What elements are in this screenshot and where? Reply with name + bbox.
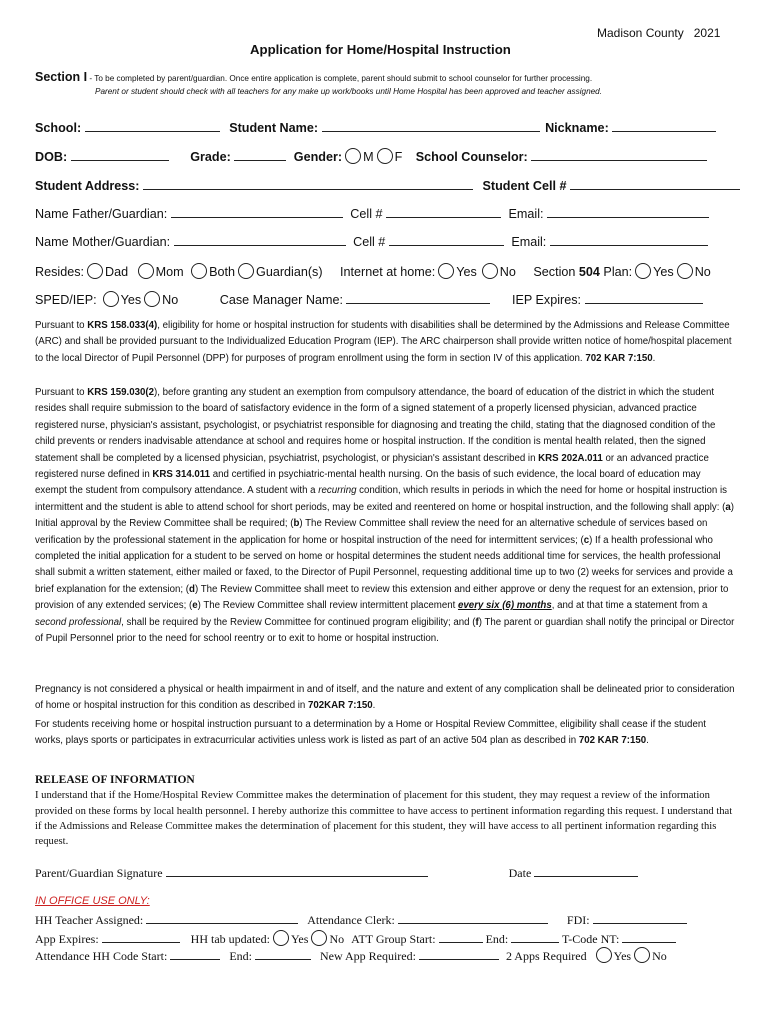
dob-field[interactable] [71,148,169,161]
hh-teacher-field[interactable] [146,912,298,924]
att-code-label: Attendance HH Code Start: [35,949,168,963]
att-code-end-field[interactable] [255,948,311,960]
father-email-field[interactable] [547,205,709,218]
att-code-start-field[interactable] [170,948,220,960]
gender-m-label: M [363,150,374,164]
attendance-clerk-field[interactable] [398,912,548,924]
paragraph-eligibility: For students receiving home or hospital instruction pursuant to a determination by a Home or Hospital Review Committee, eligibility shall cease if the student works, plays sports or participates in extracurricular activities unless work is listed as part of an active 504 plan as described in 702 KAR 7:150. [35,719,706,747]
att-group-label: ATT Group Start: [351,932,436,946]
kar-702-2: 702KAR 7:150 [308,700,373,712]
county-name: Madison County [597,26,684,40]
hh-tab-yes-radio[interactable] [273,930,289,946]
section504-no-radio[interactable] [677,263,693,279]
row-sped [35,291,703,307]
mother-cell-field[interactable] [389,233,504,246]
school-counselor-label: School Counselor: [415,150,528,164]
resides-both-radio[interactable] [191,263,207,279]
app-expires-label: App Expires: [35,932,99,946]
father-cell-label: Cell # [350,207,383,221]
sped-yes-radio[interactable] [103,291,119,307]
att-group-end-field[interactable] [511,931,559,943]
iep-expires-field[interactable] [585,291,703,304]
release-title: RELEASE OF INFORMATION [35,774,195,786]
nickname-label: Nickname: [545,121,609,135]
att-code-end-label: End: [229,949,252,963]
two-apps-no-radio[interactable] [634,947,650,963]
row-resides [35,263,711,279]
resides-guardian-radio[interactable] [238,263,254,279]
date-label: Date [508,866,532,880]
father-email-label: Email: [508,207,544,221]
mother-email-label: Email: [511,235,547,249]
mother-cell-label: Cell # [353,235,386,249]
gender-m-radio[interactable] [345,148,361,164]
student-cell-label: Student Cell # [482,179,567,193]
paragraph-arc: Pursuant to KRS 158.033(4), eligibility for home or hospital instruction for students with disabilities shall be determined by the Admissions and Release Committee (ARC) and shall be provided pursuant to the Individualized Education Program (IEP). The ARC chairperson shall provide written notice of home/hospital placement to the local Director of Pupil Personnel (DPP) for purposes of program enrollment using the form in section IV of this application. 702 KAR 7:150. [35,320,732,364]
row-address [35,177,740,193]
hh-tab-no-label: No [329,932,345,946]
hh-tab-no-radio[interactable] [311,930,327,946]
internet-yes-label: Yes [456,265,477,279]
case-manager-field[interactable] [346,291,490,304]
gender-f-label: F [394,150,403,164]
iep-expires-label: IEP Expires: [511,293,582,307]
resides-both-label: Both [209,265,236,279]
mother-name-field[interactable] [174,233,346,246]
att-group-end-label: End: [485,932,509,946]
paragraph-pregnancy: Pregnancy is not considered a physical or health impairment in and of itself, and the nature and extent of any complication shall be delineated prior to consideration of home or hospital instruction for this condition as described in 702KAR 7:150. [35,684,735,712]
section504-yes-radio[interactable] [635,263,651,279]
father-label: Name Father/Guardian: [35,207,168,221]
header-county [597,26,720,40]
nickname-field[interactable] [612,119,716,132]
section504-yes-label: Yes [653,265,674,279]
section-instructions: - To be completed by parent/guardian. Once entire application is complete, parent should submit to school counselor for further processing. [87,74,593,83]
hh-tab-label: HH tab updated: [190,932,270,946]
student-cell-field[interactable] [570,177,740,190]
case-manager-label: Case Manager Name: [219,293,343,307]
section-heading [35,70,592,84]
fdi-field[interactable] [593,912,687,924]
new-app-field[interactable] [419,948,499,960]
form-year: 2021 [693,26,721,40]
tcode-field[interactable] [622,931,676,943]
grade-label: Grade: [190,150,231,164]
paragraph-exemption: Pursuant to KRS 159.030(2), before granting any student an exemption from compulsory attendance, the board of education of the district in which the student resides shall require submission to the board of satisfactory evidence in the form of a signed statement of a properly licensed physician, advanced practice registered nurse, physician's assistant, psychologist, or psychiatrist responsible for diagnosing and treating the child, stating that the diagnosed condition of the child prevents or renders inadvisable attendance at school and requires home or hospital instruction. If the condition is mental health related, then the signed statement shall be completed by a licensed physician, psychiatrist, psychologist, or physician's assistant described in KRS 202A.011 or an advanced practice registered nurse defined in KRS 314.011 and certified in psychiatric-mental health nursing. On the basis of such evidence, the local board of education may exempt the student from compulsory attendance. A student with a recurring condition, which results in periods in which the need for home or hospital instruction is intermittent and the student is able to attend school for short periods, may be exited and reentered on home or hospital instruction, and the following shall apply: (a) Initial approval by the Review Committee shall be required; (b) The Review Committee shall review the need for an alternative schedule of services based on verification by the professional statement in the application for home or hospital instruction of the need for intermittent services; (c) If a health professional who completed the initial application for a student to be served on home or hospital determines the student needs additional time for services, the health professional shall submit a written statement, either mailed or faxed, to the Director of Pupil Personnel, requesting additional time up to two (2) weeks for services and provide a brief explanation for the extension; (d) The Review Committee shall meet to review this extension and either approve or deny the request for an extension, prior to provision of any extended services; (e) The Review Committee shall review intermittent placement every six (6) months, and at that time a statement from a second professional, shall be required by the Review Committee for continued program eligibility; and (f) The parent or guardian shall notify the principal or Director of Pupil Personnel prior to the need for school reentry or to exit to home or hospital instruction. [35,387,735,645]
two-apps-yes-label: Yes [613,949,632,963]
krs-202a-011: KRS 202A.011 [538,452,603,464]
office-row-1 [35,912,687,928]
krs-158-033: KRS 158.033(4) [87,320,158,331]
new-app-label: New App Required: [319,949,416,963]
internet-yes-radio[interactable] [438,263,454,279]
two-apps-label: 2 Apps Required [505,949,587,963]
student-name-field[interactable] [322,119,540,132]
kar-702-1: 702 KAR 7:150 [585,352,653,364]
internet-no-label: No [499,265,516,279]
office-row-2 [35,930,676,947]
krs-314-011: KRS 314.011 [152,469,211,481]
row-mother [35,233,708,249]
signature-label: Parent/Guardian Signature [35,866,163,880]
signature-field[interactable] [166,865,428,877]
sped-no-label: No [162,293,179,307]
row-dob [35,148,707,164]
date-field[interactable] [534,865,638,877]
two-apps-yes-radio[interactable] [596,947,612,963]
release-text: I understand that if the Home/Hospital Review Committee makes the determination of placement for this student, they may request a review of the information provided on these forms by local health personnel. I hereby authorize this committee to have access to pertinent information regarding this request. I understand that if the Admissions and Release Committee makes the determination of placement for this student, they will have access to all pertinent information regarding this request. [35,790,733,848]
release-section [35,773,735,849]
office-use-title: IN OFFICE USE ONLY: [35,895,150,907]
school-field[interactable] [85,119,220,132]
row-signature [35,865,638,881]
father-cell-field[interactable] [386,205,501,218]
section-note: Parent or student should check with all teachers for any make up work/books until Home Hospital has been approved and teacher assigned. [95,87,603,96]
attendance-clerk-label: Attendance Clerk: [307,913,395,927]
section504-label: Section 504 Plan: [533,265,633,279]
resides-label: Resides: [35,265,84,279]
gender-label: Gender: [293,150,343,164]
resides-dad-radio[interactable] [87,263,103,279]
krs-159-030: KRS 159.030(2 [87,387,155,398]
kar-702-3: 702 KAR 7:150 [578,735,647,747]
hh-tab-yes-label: Yes [290,932,309,946]
internet-label: Internet at home: [340,265,436,279]
grade-field[interactable] [234,148,286,161]
school-counselor-field[interactable] [531,148,707,161]
school-label: School: [35,121,82,135]
every-six-months: every six (6) months [458,600,552,612]
fdi-label: FDI: [566,913,590,927]
sped-yes-label: Yes [120,293,142,307]
student-address-label: Student Address: [35,179,140,193]
sped-no-radio[interactable] [144,291,160,307]
tcode-label: T-Code NT: [562,932,620,946]
app-expires-field[interactable] [102,931,180,943]
mother-email-field[interactable] [550,233,708,246]
father-name-field[interactable] [171,205,343,218]
two-apps-no-label: No [652,949,667,963]
mother-label: Name Mother/Guardian: [35,235,171,249]
att-group-start-field[interactable] [439,931,483,943]
resides-guardian-label: Guardian(s) [256,265,323,279]
row-father [35,205,709,221]
internet-no-radio[interactable] [482,263,498,279]
hh-teacher-label: HH Teacher Assigned: [35,913,144,927]
resides-mom-radio[interactable] [138,263,154,279]
resides-dad-label: Dad [105,265,129,279]
page-title: Application for Home/Hospital Instruction [250,42,511,57]
resides-mom-label: Mom [155,265,184,279]
dob-label: DOB: [35,150,68,164]
gender-f-radio[interactable] [377,148,393,164]
office-row-3 [35,947,667,964]
student-name-label: Student Name: [229,121,319,135]
student-address-field[interactable] [143,177,473,190]
sped-label: SPED/IEP: [35,293,97,307]
row-school [35,119,716,135]
section504-no-label: No [694,265,711,279]
section-label: Section I [35,70,88,84]
